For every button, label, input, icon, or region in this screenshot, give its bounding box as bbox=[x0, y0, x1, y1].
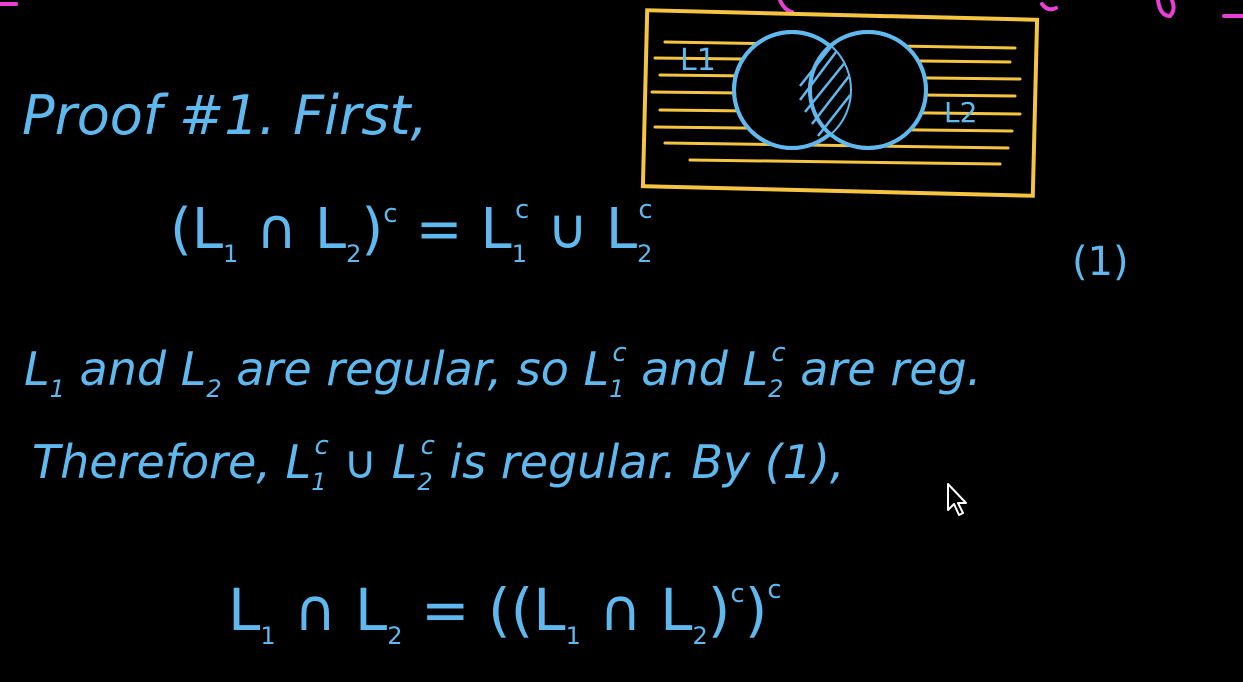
l2-label: L2 bbox=[944, 96, 978, 129]
proof-heading: Proof #1. First, bbox=[22, 84, 428, 147]
equation-1-label: (1) bbox=[1072, 239, 1129, 285]
l1-label: L1 bbox=[680, 43, 716, 78]
regular-statement-line: $L_1$ and $L_2$ are regular, so $L_1c$ and $L_2c$ are reg. bbox=[24, 338, 982, 403]
venn-diagram bbox=[643, 10, 1037, 195]
therefore-line: Therefore, $L_1c$ ∪ $L_2c$ is regular. By (1), bbox=[32, 431, 845, 496]
equation-2: $L_1$ ∩ $L_2 = ((L_1$ ∩ $L_2)^c)^c$ bbox=[228, 575, 782, 650]
top-edge-scribbles bbox=[0, 0, 1243, 16]
mouse-pointer-icon bbox=[948, 484, 966, 515]
equation-1: ($L_1$ ∩ $L_2)^c = L_1c$ ∪ $L_2c$ bbox=[170, 195, 653, 268]
